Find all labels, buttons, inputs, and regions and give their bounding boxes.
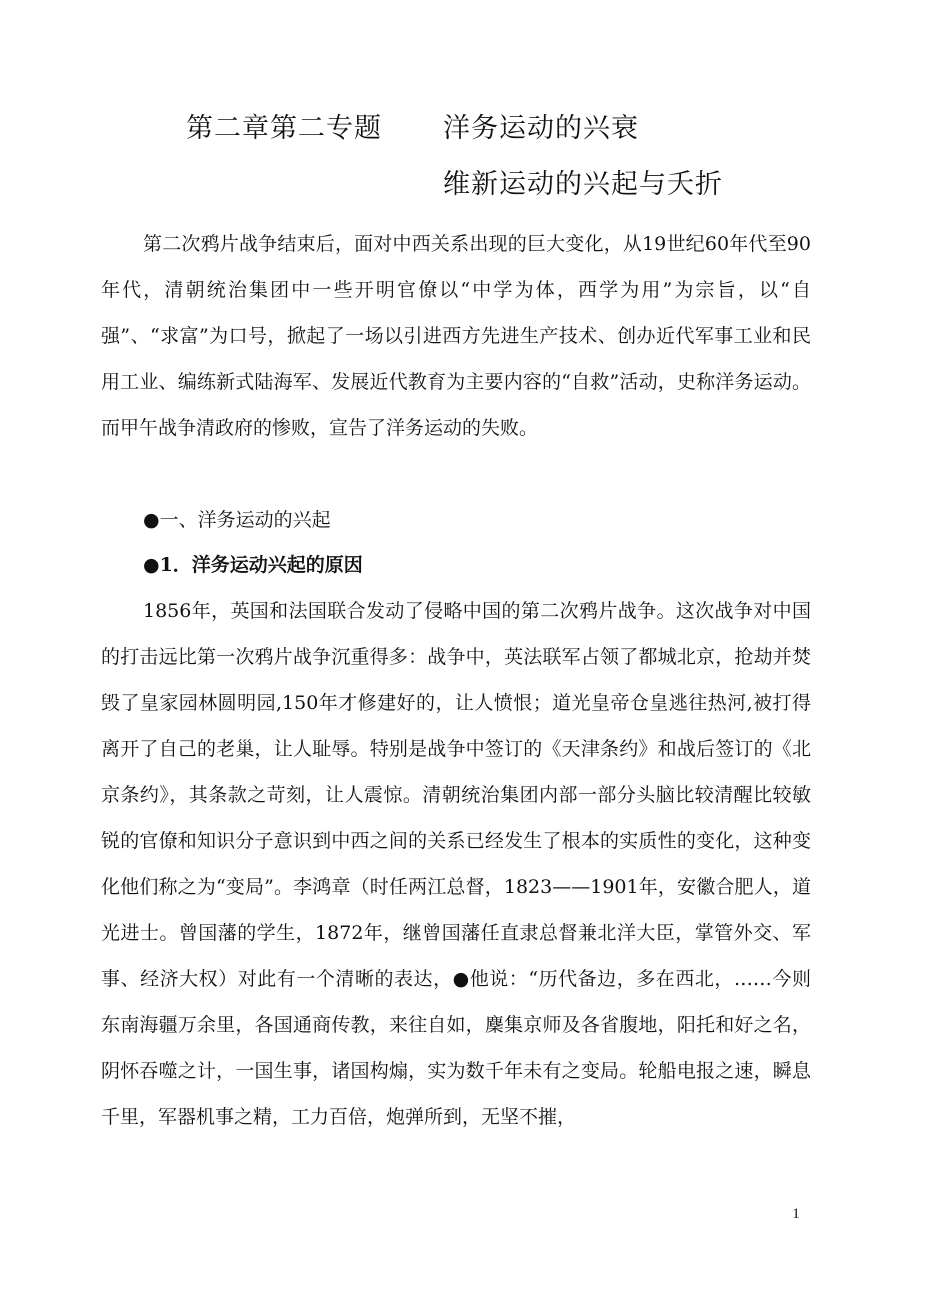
- page-number: 1: [792, 1206, 800, 1222]
- chapter-label: 第二章第二专题: [186, 113, 382, 144]
- title-line-1: 洋务运动的兴衰: [443, 113, 639, 144]
- body-paragraph: 1856年，英国和法国联合发动了侵略中国的第二次鸦片战争。这次战争对中国的打击远比第一次鸦片战争沉重得多：战争中，英法联军占领了都城北京，抢劫并焚毁了皇家园林圆明园,150年才修建好的，让人愤恨；道光皇帝仓皇逃往热河,被打得离开了自己的老巢，让人耻辱。特别是战争中签订的《天津条约》和战后签订的《北京条约》，其条款之苛刻，让人震惊。清朝统治集团内部一部分头脑比较清醒比较敏锐的官僚和知识分子意识到中西之间的关系已经发生了根本的实质性的变化，这种变化他们称之为“变局”。李鸿章（时任两江总督，1823——1901年，安徽合肥人，道光进士。曾国藩的学生，1872年，继曾国藩任直隶总督兼北洋大臣，掌管外交、军事、经济大权）对此有一个清晰的表达，●他说：“历代备边，多在西北，……今则东南海疆万余里，各国通商传教，来往自如，麇集京师及各省腹地，阳托和好之名，阴怀吞噬之计，一国生事，诸国构煽，实为数千年未有之变局。轮船电报之速，瞬息千里，军器机事之精，工力百倍，炮弹所到，无坚不摧，: [101, 600, 811, 1128]
- subsection-heading: ●1．洋务运动兴起的原因: [143, 554, 363, 576]
- section-heading: ●一、洋务运动的兴起: [143, 509, 331, 531]
- intro-paragraph: 第二次鸦片战争结束后，面对中西关系出现的巨大变化，从19世纪60年代至90年代，清朝统治集团中一些开明官僚以“中学为体，西学为用”为宗旨，以“自强”、“求富”为口号，掀起了一场以引进西方先进生产技术、创办近代军事工业和民用工业、编练新式陆海军、发展近代教育为主要内容的“自救”活动，史称洋务运动。而甲午战争清政府的惨败，宣告了洋务运动的失败。: [101, 233, 811, 439]
- title-line-2: 维新运动的兴起与夭折: [443, 169, 723, 200]
